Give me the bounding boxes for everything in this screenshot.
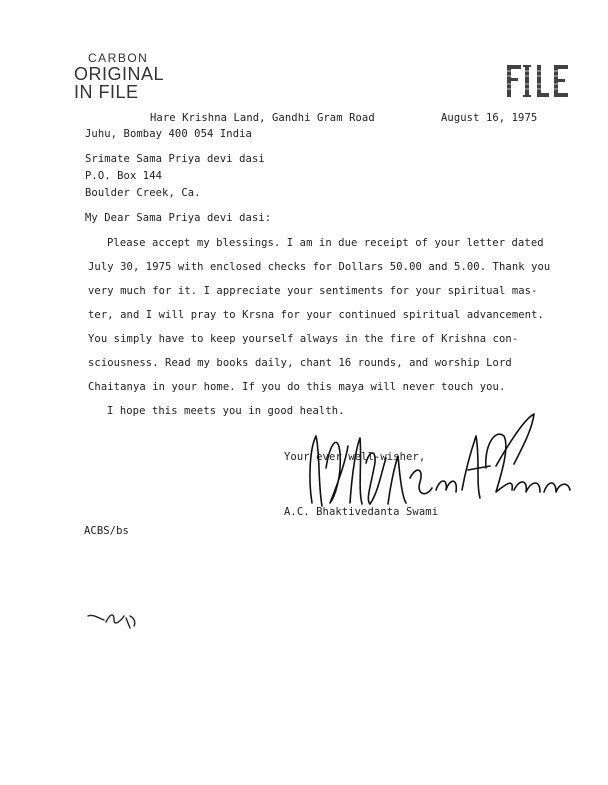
body-line: sciousness. Read my books daily, chant 16 rounds, and worship Lord xyxy=(88,357,512,369)
body-line: ter, and I will pray to Krsna for your continued spiritual advancement. xyxy=(88,309,544,321)
carbon-original-stamp xyxy=(74,52,164,102)
recipient-po-box: P.O. Box 144 xyxy=(85,170,163,182)
body-line: You simply have to keep yourself always in the fire of Krishna con- xyxy=(88,333,519,345)
body-line: very much for it. I appreciate your sentiments for your spiritual mas- xyxy=(88,285,538,297)
stamp-in-file: IN FILE xyxy=(74,82,139,103)
handwritten-signature xyxy=(300,408,575,518)
body-line: Please accept my blessings. I am in due receipt of your letter dated xyxy=(107,237,544,249)
file-stamp-icon xyxy=(505,62,573,100)
typist-initials: ACBS/bs xyxy=(84,525,129,537)
sender-address-line1: Hare Krishna Land, Gandhi Gram Road xyxy=(150,112,375,124)
stamp-carbon: CARBON xyxy=(88,51,149,65)
sender-address-line2: Juhu, Bombay 400 054 India xyxy=(85,128,252,140)
body-line: Chaitanya in your home. If you do this maya will never touch you. xyxy=(88,381,506,393)
letter-date: August 16, 1975 xyxy=(441,112,538,124)
salutation: My Dear Sama Priya devi dasi: xyxy=(85,212,272,224)
body-line: July 30, 1975 with enclosed checks for Dollars 50.00 and 5.00. Thank you xyxy=(88,261,551,273)
signatory-name: A.C. Bhaktivedanta Swami xyxy=(284,506,439,518)
margin-scribble-icon xyxy=(86,608,138,630)
recipient-name: Srimate Sama Priya devi dasi xyxy=(85,153,265,165)
recipient-city: Boulder Creek, Ca. xyxy=(85,187,201,199)
stamp-original: ORIGINAL xyxy=(74,63,165,84)
closing-line: I hope this meets you in good health. xyxy=(107,405,345,417)
valediction: Your ever well-wisher, xyxy=(284,451,426,463)
